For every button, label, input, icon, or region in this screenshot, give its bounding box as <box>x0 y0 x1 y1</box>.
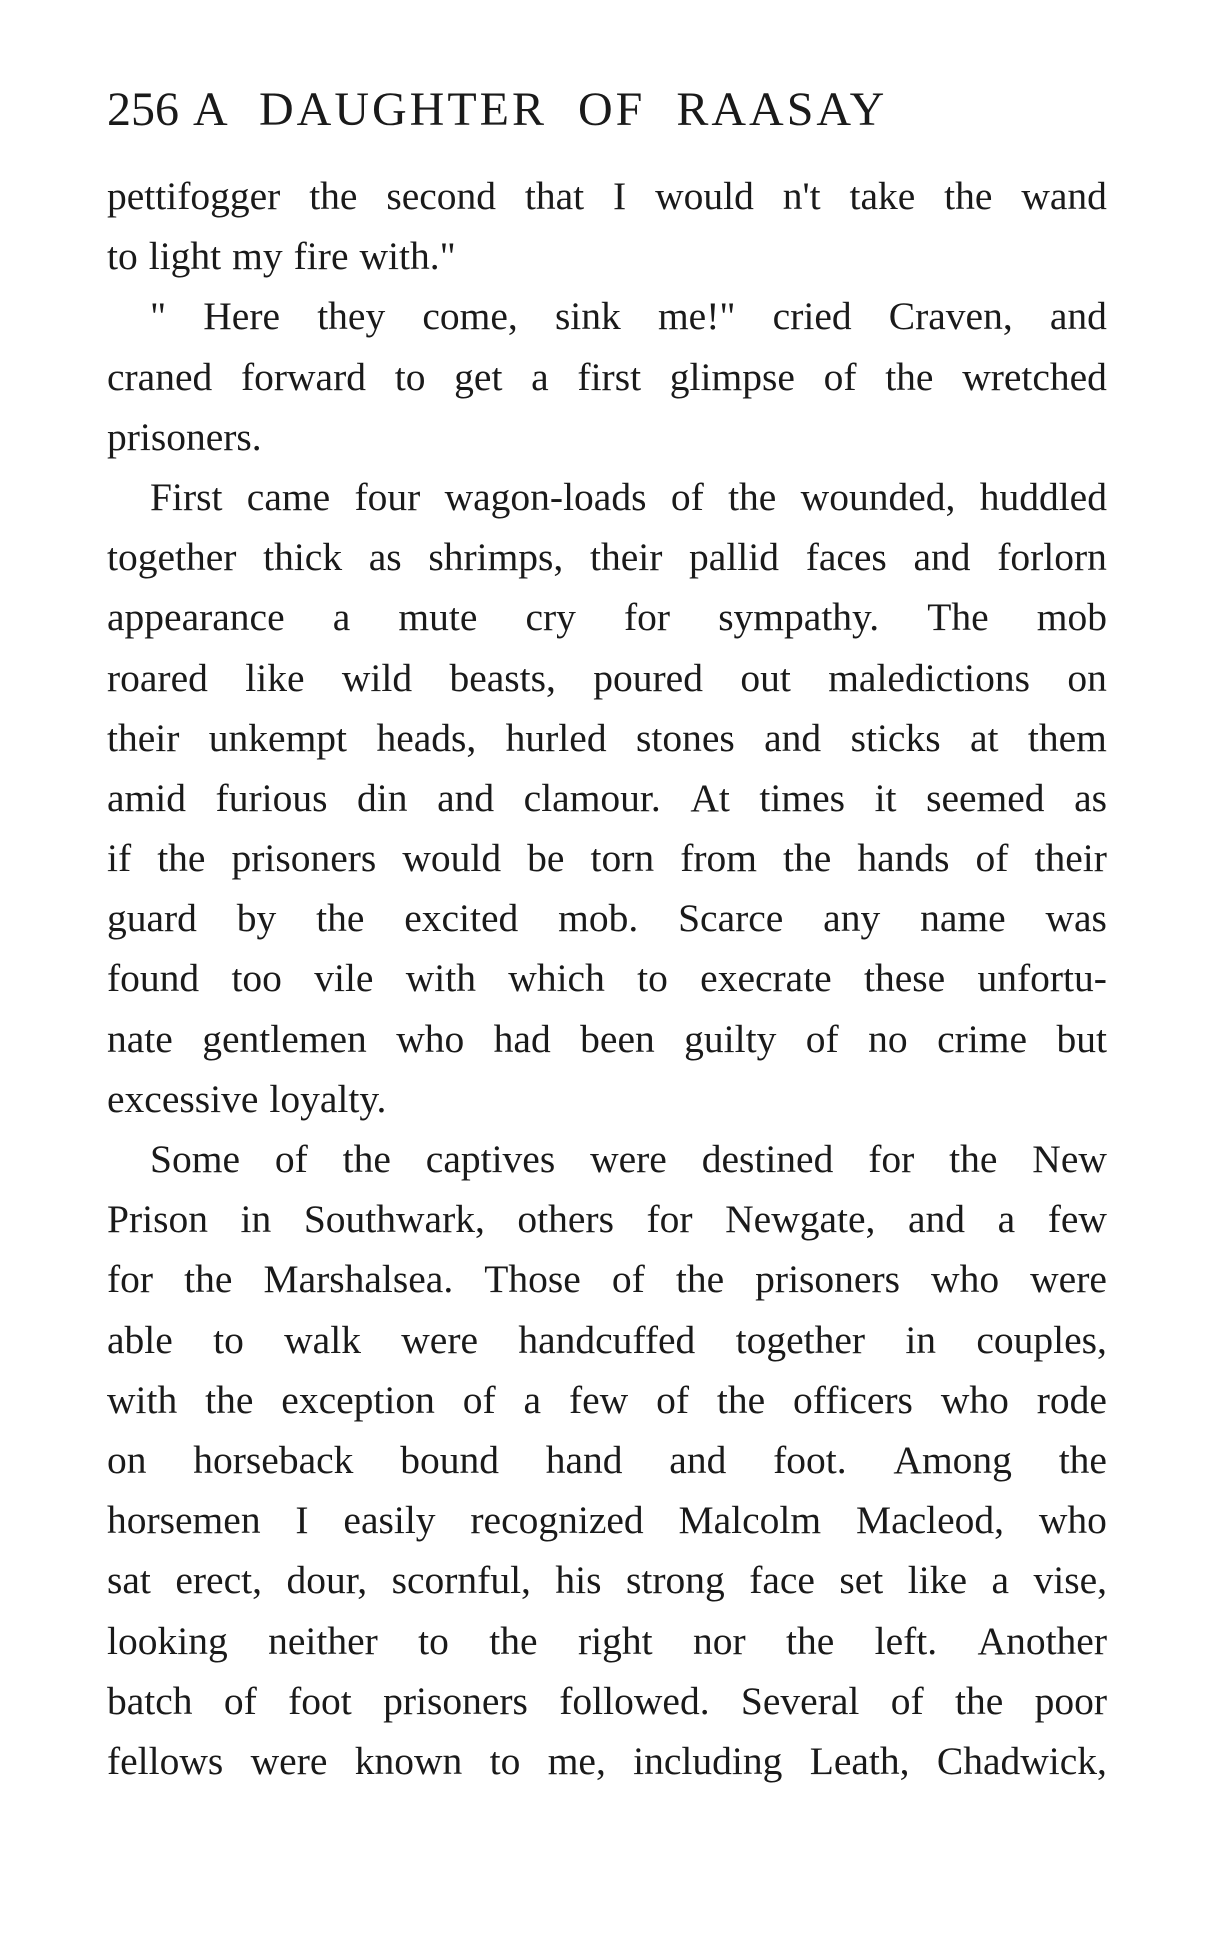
word: were <box>401 1317 479 1362</box>
word: times <box>759 775 845 820</box>
word: of <box>462 1377 496 1422</box>
text-line <box>107 948 1107 1008</box>
word: easily <box>343 1498 436 1543</box>
text-line <box>107 1009 1107 1069</box>
text-line <box>107 1611 1107 1671</box>
word: the <box>885 354 934 399</box>
word: for <box>868 1137 915 1181</box>
word: a <box>523 1377 542 1422</box>
word: my <box>232 234 283 279</box>
text-line <box>107 226 1107 286</box>
word: no <box>868 1016 908 1061</box>
word: batch <box>107 1678 193 1723</box>
word: a <box>991 1558 1010 1603</box>
word: others <box>517 1197 614 1242</box>
word: had <box>493 1016 551 1061</box>
word: for <box>624 595 671 640</box>
word: guilty <box>684 1016 777 1061</box>
word: right <box>577 1618 653 1663</box>
body-text <box>107 166 1107 1791</box>
word: including <box>633 1738 783 1783</box>
word: were <box>1030 1257 1107 1302</box>
word: sticks <box>850 715 941 760</box>
word: Among <box>893 1437 1012 1482</box>
word: Prison <box>107 1197 208 1242</box>
word: and <box>764 715 822 760</box>
word: if <box>107 836 132 881</box>
word: and <box>669 1437 727 1482</box>
word: din <box>357 775 408 820</box>
word: but <box>1056 1016 1107 1061</box>
word: too <box>231 956 282 1001</box>
word: as <box>1074 775 1107 820</box>
word: rode <box>1036 1377 1107 1422</box>
word: prisoners <box>755 1257 900 1302</box>
word: sink <box>554 294 621 339</box>
word: the <box>944 174 993 218</box>
word: the <box>954 1678 1004 1723</box>
word: hurled <box>505 715 607 760</box>
word: loyalty. <box>269 1076 387 1121</box>
word: n't <box>782 174 821 218</box>
word: were <box>590 1137 667 1181</box>
word: heads, <box>376 715 477 760</box>
word: and <box>907 1197 966 1242</box>
word: glimpse <box>669 354 795 399</box>
word: the <box>675 1257 725 1302</box>
word: together <box>107 535 237 580</box>
word: cry <box>525 595 576 640</box>
word: sat <box>107 1558 151 1603</box>
text-line <box>107 888 1107 948</box>
word: to <box>489 1738 521 1783</box>
word: of <box>656 1377 689 1422</box>
word: known <box>354 1738 463 1783</box>
word: Marshalsea. <box>263 1257 454 1302</box>
word: horseback <box>193 1437 354 1482</box>
word: the <box>342 1137 391 1181</box>
word: torn <box>590 836 655 881</box>
word: with <box>405 956 476 1001</box>
text-line <box>107 1129 1107 1189</box>
word: wild <box>341 655 413 700</box>
word: which <box>508 956 605 1001</box>
word: handcuffed <box>518 1317 696 1362</box>
word: I <box>613 174 627 218</box>
word: prisoners <box>383 1678 528 1723</box>
word: by <box>236 896 277 941</box>
word: The <box>927 595 989 640</box>
word: been <box>580 1016 655 1061</box>
word: of <box>274 1137 308 1181</box>
word: stones <box>635 715 735 760</box>
word: erect, <box>175 1558 262 1603</box>
word: First <box>150 474 223 519</box>
word: fire <box>293 234 349 279</box>
word: of <box>611 1257 645 1302</box>
text-line <box>107 708 1107 768</box>
word: of <box>805 1016 839 1061</box>
word: set <box>839 1558 884 1603</box>
word: were <box>250 1738 328 1783</box>
word: thick <box>263 535 343 580</box>
word: me!" <box>657 294 736 339</box>
word: officers <box>793 1377 913 1422</box>
word: the <box>316 896 365 941</box>
text-line <box>107 1490 1107 1550</box>
word: recognized <box>470 1498 644 1543</box>
word: seemed <box>926 775 1045 820</box>
word: would <box>402 836 502 881</box>
word: able <box>107 1317 173 1362</box>
word: with." <box>359 234 456 279</box>
word: get <box>454 354 503 399</box>
word: for <box>646 1197 693 1242</box>
word: would <box>655 174 754 218</box>
running-head <box>107 80 1107 140</box>
word: New <box>1032 1137 1107 1181</box>
word: neither <box>268 1618 378 1663</box>
word: a <box>332 595 351 640</box>
text-line <box>107 1189 1107 1249</box>
word: appearance <box>107 595 285 640</box>
text-line <box>107 166 1107 226</box>
word: forward <box>240 354 366 399</box>
word: in <box>240 1197 272 1242</box>
word: I <box>295 1498 309 1543</box>
word: scornful, <box>391 1558 531 1603</box>
word: them <box>1027 715 1107 760</box>
word: exception <box>281 1377 435 1422</box>
word: walk <box>284 1317 361 1362</box>
text-line <box>107 1249 1107 1309</box>
word: fellows <box>107 1738 224 1783</box>
word: poured <box>593 655 703 700</box>
word: take <box>849 174 916 218</box>
word: a <box>531 354 549 399</box>
word: Southwark, <box>303 1197 485 1242</box>
word: together <box>735 1317 866 1362</box>
word: execrate <box>700 956 832 1001</box>
word: horsemen <box>107 1498 261 1543</box>
word: huddled <box>979 474 1107 519</box>
text-line <box>107 407 1107 467</box>
word: his <box>555 1558 602 1603</box>
word: mute <box>398 595 478 640</box>
word: strong <box>625 1558 725 1603</box>
word: Chadwick, <box>936 1738 1107 1783</box>
text-line <box>107 467 1107 527</box>
word: on <box>1067 655 1107 700</box>
word: name <box>920 896 1006 941</box>
word: to <box>394 354 426 399</box>
text-line <box>107 286 1107 346</box>
word: Malcolm <box>678 1498 822 1543</box>
word: and <box>437 775 495 820</box>
word: their <box>107 715 180 760</box>
word: beasts, <box>449 655 556 700</box>
word: furious <box>215 775 328 820</box>
word: the <box>184 1257 233 1302</box>
word: amid <box>107 775 186 820</box>
word: the <box>1058 1437 1107 1482</box>
word: these <box>864 956 946 1001</box>
word: the <box>309 174 358 218</box>
word: unkempt <box>208 715 348 760</box>
word: mob <box>1036 595 1107 640</box>
word: who <box>396 1016 465 1061</box>
text-line <box>107 1550 1107 1610</box>
word: faces <box>805 535 887 580</box>
word: Several <box>740 1678 860 1723</box>
text-line <box>107 527 1107 587</box>
word: and <box>913 535 971 580</box>
word: left. <box>874 1618 938 1663</box>
word: like <box>245 655 305 700</box>
word: be <box>527 836 565 881</box>
word: at <box>969 715 999 760</box>
word: vile <box>314 956 374 1001</box>
word: me, <box>547 1738 606 1783</box>
word: on <box>107 1437 147 1482</box>
word: any <box>823 896 881 941</box>
word: of <box>975 836 1009 881</box>
word: for <box>107 1257 154 1302</box>
word: like <box>907 1558 967 1603</box>
text-line <box>107 1671 1107 1731</box>
text-line <box>107 1370 1107 1430</box>
word: vise, <box>1033 1558 1107 1603</box>
word: who <box>940 1377 1009 1422</box>
word: roared <box>107 655 208 700</box>
word: light <box>148 234 222 279</box>
text-line <box>107 828 1107 888</box>
word: first <box>577 354 642 399</box>
running-title: A DAUGHTER OF RAASAY <box>193 83 888 136</box>
word: wounded, <box>800 474 956 519</box>
word: nate <box>107 1016 173 1061</box>
word: Those <box>484 1257 581 1302</box>
word: out <box>740 655 791 700</box>
word: who <box>931 1257 1000 1302</box>
word: sympathy. <box>718 595 880 640</box>
word: pettifogger <box>107 174 281 218</box>
word: hand <box>545 1437 623 1482</box>
word: from <box>680 836 757 881</box>
word: prisoners. <box>107 414 262 459</box>
word: their <box>1034 836 1107 881</box>
word: foot <box>288 1678 352 1723</box>
word: dour, <box>286 1558 368 1603</box>
word: of <box>223 1678 257 1723</box>
word: craned <box>107 354 213 399</box>
word: came <box>246 474 331 519</box>
word: come, <box>422 294 518 339</box>
word: excessive <box>107 1076 259 1121</box>
word: maledictions <box>828 655 1031 700</box>
word: few <box>1047 1197 1107 1242</box>
word: Scarce <box>678 896 784 941</box>
word: Craven, <box>888 294 1013 339</box>
word: it <box>874 775 897 820</box>
page-number: 256 <box>107 83 179 136</box>
text-line <box>107 1731 1107 1791</box>
word: crime <box>937 1016 1027 1061</box>
word: unfortu- <box>977 956 1107 1001</box>
word: second <box>386 174 497 218</box>
word: excited <box>404 896 519 941</box>
word: forlorn <box>997 535 1107 580</box>
word: poor <box>1034 1678 1107 1723</box>
word: pallid <box>689 535 780 580</box>
text-line <box>107 587 1107 647</box>
word: hands <box>857 836 950 881</box>
word: wretched <box>962 354 1107 399</box>
word: Leath, <box>809 1738 910 1783</box>
word: foot. <box>773 1437 847 1482</box>
word: Macleod, <box>855 1498 1005 1543</box>
word: of <box>823 354 857 399</box>
word: the <box>783 836 832 881</box>
word: to <box>637 956 668 1001</box>
word: shrimps, <box>428 535 564 580</box>
word: found <box>107 956 200 1001</box>
word: few <box>568 1377 629 1422</box>
word: gentlemen <box>202 1016 367 1061</box>
word: the <box>728 474 777 519</box>
word: to <box>418 1618 449 1663</box>
word: At <box>690 775 730 820</box>
word: Some <box>150 1137 240 1181</box>
word: bound <box>400 1437 499 1482</box>
word: to <box>213 1317 244 1362</box>
word: the <box>205 1377 254 1422</box>
word: the <box>949 1137 998 1181</box>
word: and <box>1049 294 1107 339</box>
word: the <box>157 836 206 881</box>
word: looking <box>107 1618 228 1663</box>
word: the <box>785 1618 835 1663</box>
word: wagon-loads <box>444 474 647 519</box>
word: the <box>489 1618 538 1663</box>
word: clamour. <box>523 775 661 820</box>
word: couples, <box>976 1317 1107 1362</box>
word: they <box>317 294 386 339</box>
word: a <box>997 1197 1016 1242</box>
word: of <box>890 1678 924 1723</box>
word: wand <box>1021 174 1107 218</box>
word: Another <box>977 1618 1107 1663</box>
text-line <box>107 1310 1107 1370</box>
word: in <box>905 1317 937 1362</box>
word: that <box>524 174 585 218</box>
text-line <box>107 347 1107 407</box>
word: followed. <box>559 1678 710 1723</box>
word: captives <box>425 1137 556 1181</box>
word: face <box>749 1558 815 1603</box>
word: " <box>150 294 167 339</box>
word: Here <box>203 294 281 339</box>
text-line <box>107 768 1107 828</box>
word: guard <box>107 896 197 941</box>
word: who <box>1038 1498 1107 1543</box>
word: nor <box>692 1618 746 1663</box>
word: mob. <box>558 896 639 941</box>
word: cried <box>772 294 852 339</box>
word: was <box>1045 896 1107 941</box>
word: as <box>368 535 402 580</box>
word: the <box>716 1377 766 1422</box>
text-line <box>107 1069 1107 1129</box>
word: of <box>670 474 704 519</box>
word: prisoners <box>231 836 377 881</box>
word: their <box>589 535 663 580</box>
text-line <box>107 1430 1107 1490</box>
word: to <box>107 234 138 279</box>
word: four <box>354 474 421 519</box>
word: Newgate, <box>725 1197 876 1242</box>
word: destined <box>701 1137 834 1181</box>
text-line <box>107 648 1107 708</box>
word: with <box>107 1377 178 1422</box>
